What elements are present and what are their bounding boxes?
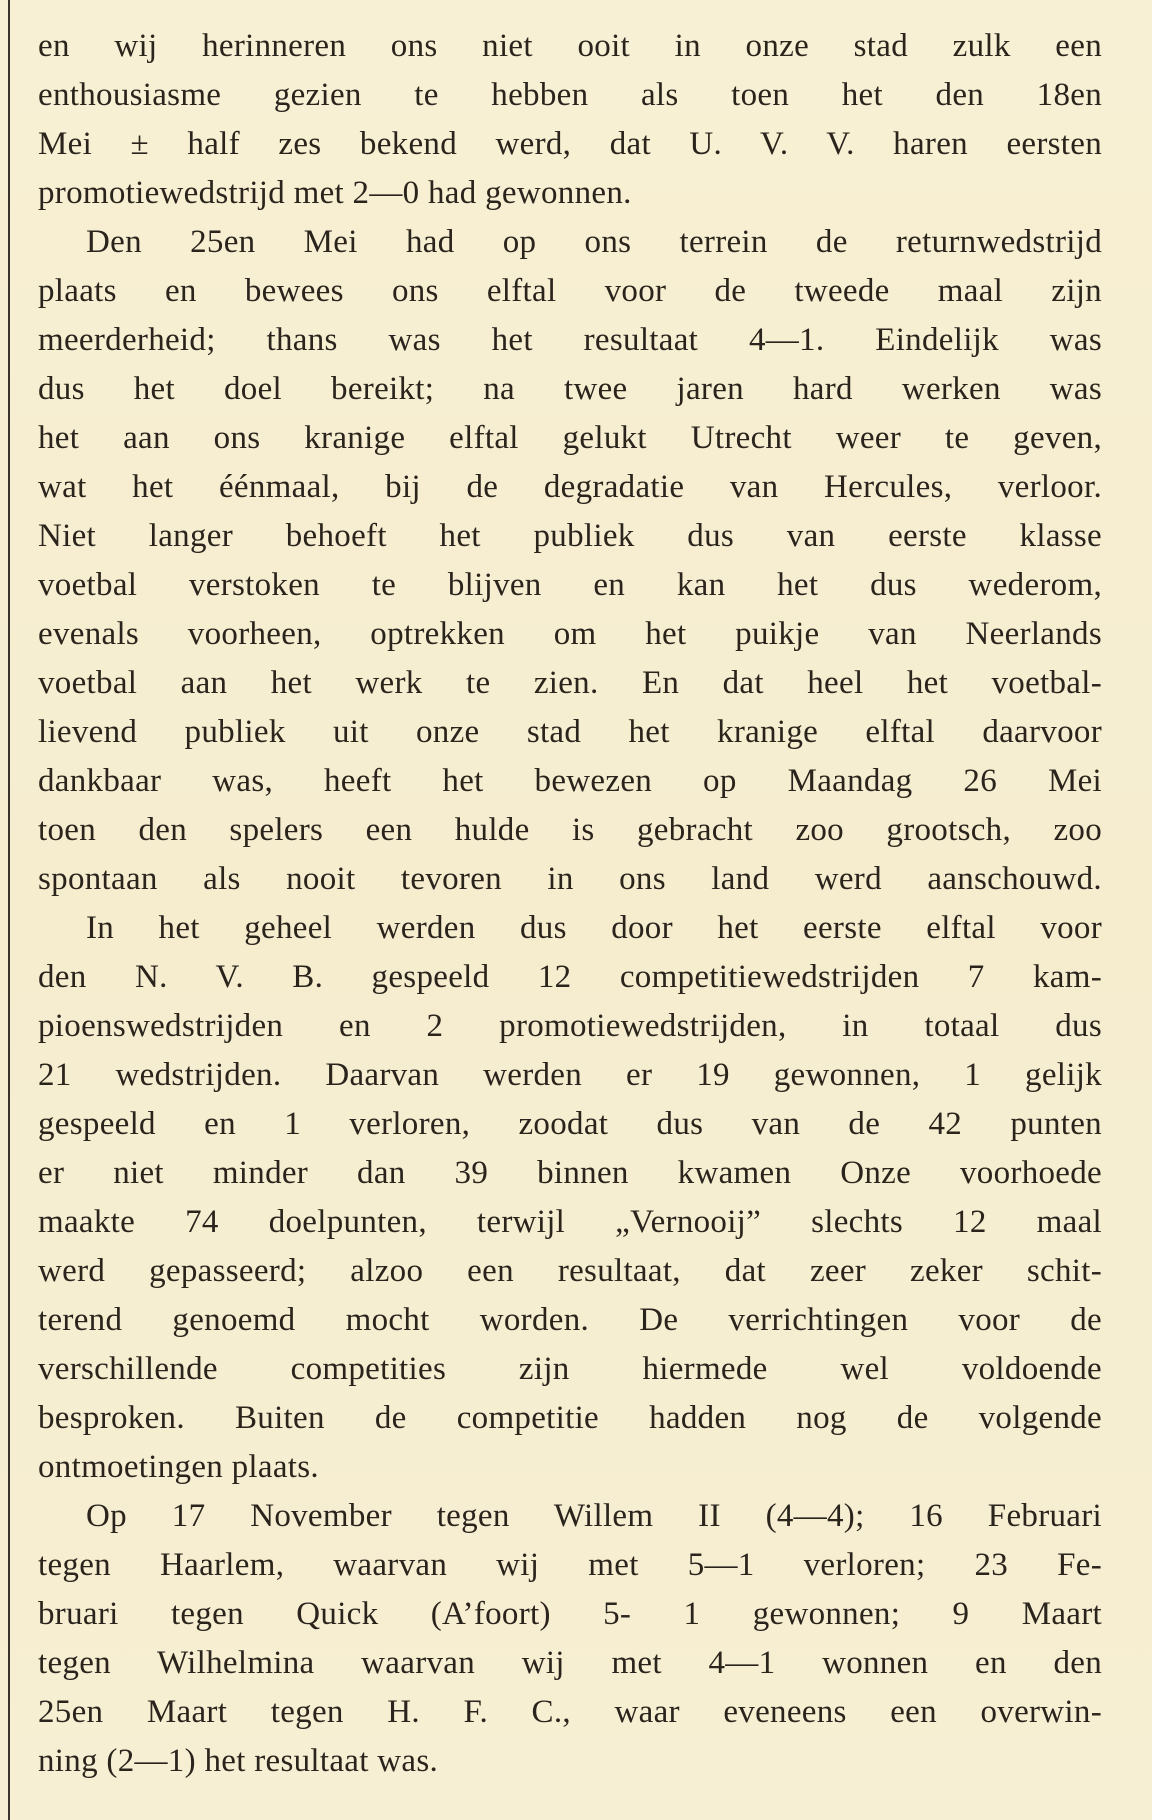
text-line: bruari tegen Quick (A’foort) 5- 1 gewonnen; 9 Maart [38,1596,1102,1632]
text-line: ontmoetingen plaats. [38,1449,319,1485]
text-line: dus het doel bereikt; na twee jaren hard werken was [38,371,1102,407]
text-line: evenals voorheen, optrekken om het puikje van Neerlands [38,616,1102,652]
text-line: terend genoemd mocht worden. De verrichtingen voor de [38,1302,1102,1338]
text-line: lievend publiek uit onze stad het kranige elftal daarvoor [38,714,1102,750]
text-line: gespeeld en 1 verloren, zoodat dus van de 42 punten [38,1106,1102,1142]
text-line: voetbal verstoken te blijven en kan het dus wederom, [38,567,1102,603]
text-line: toen den spelers een hulde is gebracht zoo grootsch, zoo [38,812,1102,848]
text-line: er niet minder dan 39 binnen kwamen Onze voorhoede [38,1155,1102,1191]
paragraph-2 [38,218,1102,904]
text-line: plaats en bewees ons elftal voor de tweede maal zijn [38,273,1102,309]
text-line: In het geheel werden dus door het eerste elftal voor [86,910,1102,946]
text-line: den N. V. B. gespeeld 12 competitiewedstrijden 7 kam- [38,959,1102,995]
text-line: pioenswedstrijden en 2 promotiewedstrijden, in totaal dus [38,1008,1102,1044]
text-line: voetbal aan het werk te zien. En dat heel het voetbal- [38,665,1102,701]
text-line: het aan ons kranige elftal gelukt Utrecht weer te geven, [38,420,1102,456]
text-line: tegen Haarlem, waarvan wij met 5—1 verloren; 23 Fe- [38,1547,1102,1583]
paragraph-4 [38,1492,1102,1786]
text-line: enthousiasme gezien te hebben als toen het den 18en [38,77,1102,113]
text-line: en wij herinneren ons niet ooit in onze stad zulk een [38,28,1102,64]
text-line: Mei ± half zes bekend werd, dat U. V. V. haren eersten [38,126,1102,162]
text-line: Den 25en Mei had op ons terrein de returnwedstrijd [86,224,1102,260]
text-line: maakte 74 doelpunten, terwijl „Vernooij” slechts 12 maal [38,1204,1102,1240]
text-line: meerderheid; thans was het resultaat 4—1. Eindelijk was [38,322,1102,358]
text-line: Niet langer behoeft het publiek dus van eerste klasse [38,518,1102,554]
text-line: 25en Maart tegen H. F. C., waar eveneens een overwin- [38,1694,1102,1730]
text-line: wat het éénmaal, bij de degradatie van Hercules, verloor. [38,469,1102,505]
body-text [38,22,1102,1786]
text-line: dankbaar was, heeft het bewezen op Maandag 26 Mei [38,763,1102,799]
paragraph-1 [38,22,1102,218]
text-line: Op 17 November tegen Willem II (4—4); 16 Februari [86,1498,1102,1534]
left-margin-rule [8,0,10,1820]
text-line: besproken. Buiten de competitie hadden nog de volgende [38,1400,1102,1436]
text-line: werd gepasseerd; alzoo een resultaat, dat zeer zeker schit- [38,1253,1102,1289]
text-line: verschillende competities zijn hiermede wel voldoende [38,1351,1102,1387]
text-line: 21 wedstrijden. Daarvan werden er 19 gewonnen, 1 gelijk [38,1057,1102,1093]
text-line: ning (2—1) het resultaat was. [38,1743,439,1779]
text-line: spontaan als nooit tevoren in ons land werd aanschouwd. [38,861,1102,897]
text-line: promotiewedstrijd met 2—0 had gewonnen. [38,175,632,211]
text-line: tegen Wilhelmina waarvan wij met 4—1 wonnen en den [38,1645,1102,1681]
paragraph-3 [38,904,1102,1492]
